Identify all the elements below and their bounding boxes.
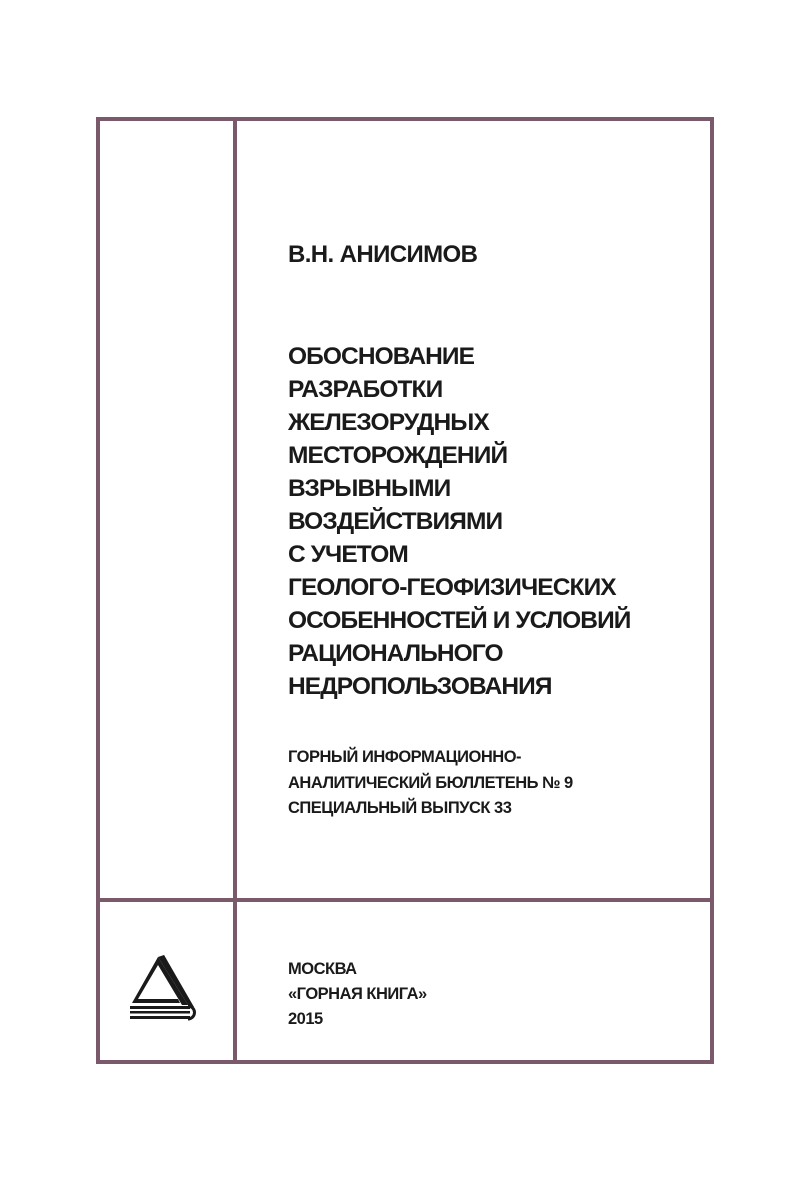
imprint-city: МОСКВА (288, 960, 357, 978)
title-line: РАЗРАБОТКИ (288, 376, 443, 403)
frame-horizontal-divider (96, 898, 714, 902)
author-name: В.Н. АНИСИМОВ (288, 241, 478, 268)
series-info (288, 745, 573, 822)
imprint-publisher: «ГОРНАЯ КНИГА» (288, 985, 427, 1003)
frame-vertical-divider (233, 117, 237, 1064)
series-line: СПЕЦИАЛЬНЫЙ ВЫПУСК 33 (288, 799, 512, 817)
frame-left (96, 117, 100, 1064)
title-line: РАЦИОНАЛЬНОГО (288, 640, 503, 667)
title-line: МЕСТОРОЖДЕНИЙ (288, 442, 508, 469)
title-line: НЕДРОПОЛЬЗОВАНИЯ (288, 673, 552, 700)
title-line: ВЗРЫВНЫМИ (288, 475, 451, 502)
series-line: АНАЛИТИЧЕСКИЙ БЮЛЛЕТЕНЬ № 9 (288, 773, 573, 792)
imprint (288, 957, 427, 1032)
title-line: ЖЕЛЕЗОРУДНЫХ (288, 409, 489, 436)
frame-top (96, 117, 714, 121)
title-line: С УЧЕТОМ (288, 541, 408, 568)
series-line: ГОРНЫЙ ИНФОРМАЦИОННО- (288, 748, 522, 766)
frame-bottom (96, 1060, 714, 1064)
frame-right (710, 117, 714, 1064)
title-line: ВОЗДЕЙСТВИЯМИ (288, 508, 503, 535)
title-line: ОСОБЕННОСТЕЙ И УСЛОВИЙ (288, 607, 631, 634)
title-line: ОБОСНОВАНИЕ (288, 343, 475, 370)
imprint-year: 2015 (288, 1010, 323, 1028)
publisher-logo-icon (130, 955, 210, 1030)
title-line: ГЕОЛОГО-ГЕОФИЗИЧЕСКИХ (288, 574, 616, 601)
book-title (288, 340, 631, 703)
